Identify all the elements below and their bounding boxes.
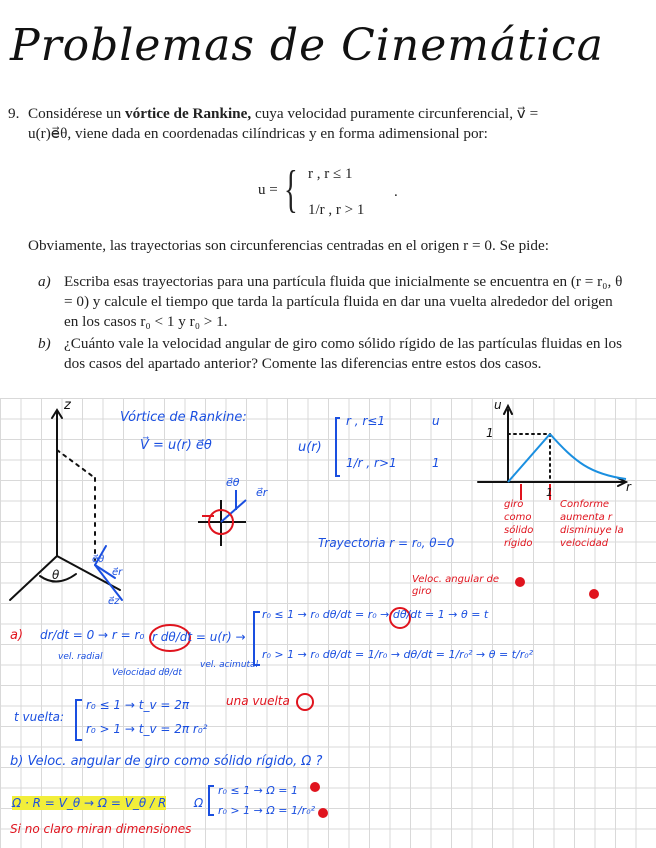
- plot-axis-r: r: [626, 480, 631, 494]
- e-theta-label: e⃗θ: [226, 476, 240, 489]
- plot-tick-1-x: 1: [546, 486, 553, 499]
- angular-velocity-annotation: Veloc. angular de giro: [412, 574, 500, 597]
- u-value: 1: [432, 456, 440, 470]
- part-b-omega: Ω: [194, 796, 204, 810]
- eq-end: .: [394, 184, 398, 200]
- t-vuelta-case-2: r₀ > 1 → t_v = 2π r₀²: [86, 722, 208, 736]
- last-note: Si no claro miran dimensiones: [10, 822, 192, 836]
- part-b-equation: [12, 796, 166, 810]
- u-curve: [508, 434, 626, 482]
- intro-text-3: u(r)e⃗θ, viene dada en coordenadas cilíndricas y en forma adimensional por:: [28, 125, 488, 142]
- plot-axis-u: u: [494, 398, 502, 412]
- t-vuelta-case-1: r₀ ≤ 1 → t_v = 2π: [86, 698, 190, 712]
- u-bracket: [336, 418, 340, 476]
- eq-case-1: r , r ≤ 1: [308, 166, 353, 182]
- part-b-text: ¿Cuánto vale la velocidad angular de giro como sólido rígido de las partículas fluidas en los dos casos del apartado anterior? Comente las diferencias entre estos dos casos.: [64, 335, 622, 372]
- eq-lhs: u =: [258, 182, 278, 198]
- trajectory-note: Trayectoria r = r₀, θ=0: [318, 536, 455, 550]
- intro-text-1: Considérese un: [28, 105, 126, 122]
- azimuthal-velocity-note: vel. acimutal: [200, 660, 259, 670]
- rotation-sketch: [198, 490, 246, 546]
- part-b-case-2: r₀ > 1 → Ω = 1/r₀²: [218, 804, 316, 817]
- problem-number: 9.: [8, 105, 20, 122]
- axis-z-label: z: [64, 398, 71, 413]
- e-r-3d-label: e⃗r: [112, 567, 123, 578]
- part-a-text: Escriba esas trayectorias para una partícula fluida que inicialmente se encuentra en (r = r₀, θ = 0) y calcule el tiempo que tarda la partícula fluida en dar una vuelta alrededor del origen en los casos r₀ < 1 y r₀ > 1.: [64, 273, 623, 330]
- eq-brace: {: [284, 161, 298, 218]
- part-b-note: b) Veloc. angular de giro como sólido rígido, Ω ?: [10, 754, 323, 769]
- u-column-label: u: [432, 414, 440, 428]
- page-title: Problemas de Cinemática: [10, 20, 604, 71]
- e-r-label: e⃗r: [256, 486, 268, 499]
- vortex-title: Vórtice de Rankine:: [120, 410, 247, 425]
- plot-tick-1-y: 1: [486, 426, 494, 440]
- part-a-label: a): [38, 273, 51, 290]
- axis-theta-label: θ: [52, 568, 60, 582]
- t-vuelta-label: t vuelta:: [14, 710, 65, 724]
- velocity-dtheta-note: Velocidad dθ/dt: [112, 668, 182, 678]
- note-solid-rotation: giro como sólido rígido: [504, 499, 534, 549]
- obvious-statement: Obviamente, las trayectorias son circunferencias centradas en el origen r = 0. Se pide:: [28, 237, 549, 254]
- radial-velocity-note: vel. radial: [58, 652, 103, 662]
- part-b-case-1: r₀ ≤ 1 → Ω = 1: [218, 784, 298, 797]
- una-vuelta-note: una vuelta: [226, 694, 290, 708]
- e-theta-3d-label: e⃗θ: [92, 554, 105, 565]
- part-a-dr-eq: dr/dt = 0 → r = r₀: [40, 628, 145, 642]
- note-velocity-decrease: Conforme aumenta r disminuye la velocidad: [560, 499, 624, 549]
- highlighted-equation: Ω · R = V_θ → Ω = V_θ / R: [12, 796, 167, 810]
- eq-case-2: 1/r , r > 1: [308, 202, 365, 218]
- e-z-3d-label: e⃗z: [108, 596, 120, 607]
- intro-bold: vórtice de Rankine,: [125, 105, 252, 122]
- part-b-label: b): [38, 335, 51, 352]
- u-case-1: r , r≤1: [346, 414, 385, 428]
- u-case-2: 1/r , r>1: [346, 456, 397, 470]
- part-a-case-1: r₀ ≤ 1 → r₀ dθ/dt = r₀ → dθ/dt = 1 → θ = t: [262, 608, 489, 621]
- vortex-equation: V⃗ = u(r) e⃗θ: [140, 438, 212, 453]
- part-a-case-2: r₀ > 1 → r₀ dθ/dt = 1/r₀ → dθ/dt = 1/r₀² → θ = t/r₀²: [262, 648, 534, 661]
- u-of-r-label: u(r): [298, 440, 322, 455]
- intro-text-2: cuya velocidad puramente circunferencial, v⃗ =: [251, 105, 539, 122]
- part-a-note-label: a): [10, 628, 24, 643]
- part-a-rdtheta-eq: r dθ/dt = u(r) →: [152, 630, 246, 644]
